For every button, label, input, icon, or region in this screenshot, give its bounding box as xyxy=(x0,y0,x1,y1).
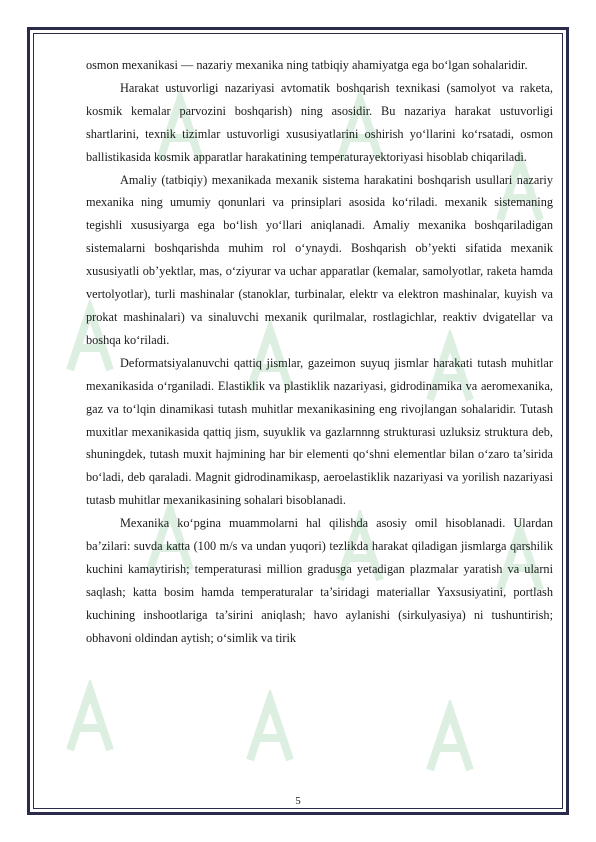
paragraph: Amaliy (tatbiqiy) mexanikada mexanik sistema harakatini boshqarish usullari nazariy mexanika ning umumiy qonunlari va prinsiplari asosida ko‘riladi. mexanik sistemaning tegishli xususiyarga ega bo‘lish yo‘llari aniqlanadi. Amaliy mexanika boshqariladigan sistemalarni boshqarishda muhim rol o‘ynaydi. Boshqarish ob’yekti sifatida mexanik xususiyatli ob’yektlar, mas, o‘ziyurar va uchar apparatlar (kemalar, samolyotlar, raketa hamda vertolyotlar), turli mashinalar (stanoklar, turbinalar, elektr va elektron mashinalar, kuyish va prokat mashinalari) va sinaluvchi mexanik qurilmalar, rostlagichlar, reaktiv dvigatellar va boshqa ko‘riladi. xyxy=(86,172,553,347)
page-number: 5 xyxy=(295,795,301,807)
paragraph: osmon mexanikasi — nazariy mexanika ning tatbiqiy ahamiyatga ega bo‘lgan sohalaridir. xyxy=(86,58,528,72)
paragraph: Deformatsiyalanuvchi qattiq jismlar, gazeimon suyuq jismlar harakati tutash muhitlar mexanikasida o‘rganiladi. Elastiklik va plastiklik nazariyasi, gidrodinamika va aeromexanika, gaz va to‘lqin dinamikasi tutash muhitlar mexanikasining eng rivojlangan sohalaridir. Tutash muxitlar mexanikasida qattiq jism, suyuklik va gazlarnnng strukturasi uzluksiz struktura deb, shuningdek, tutash muxit hajmining har bir elementi qo‘shni elementlar bilan o‘zaro ta’sirida bo‘ladi, deb qaraladi. Magnit gidrodinamikasp, aeroelastiklik nazariyasi va yorilish nazariyasi tutasb muhitlar mexanikasining sohalari bisoblanadi. xyxy=(86,355,553,508)
paragraph: Harakat ustuvorligi nazariyasi avtomatik boshqarish texnikasi (samolyot va raketa, kosmik kemalar parvozini boshqarish) ning asosidir. Bu nazariya harakat ustuvorligi shartlarini, texnik tizimlar ustuvorligi xususiyatlarini oshirish yo‘llarini ko‘rsatadi, osmon ballistikasida kosmik apparatlar harakatining temperaturayektoriyasi hisoblab chiqariladi. xyxy=(86,80,553,164)
page-body xyxy=(86,54,553,650)
paragraph: Mexanika ko‘pgina muammolarni hal qilishda asosiy omil hisoblanadi. Ulardan ba’zilari: suvda katta (100 m/s va undan yuqori) tezlikda harakat qiladigan jismlarga qarshilik kuchini kamaytirish; temperaturasi million gradusga yetadigan plazmalar yaratish va ularni saqlash; katta bosim hamda temperaturalar ta’siridagi materiallar Yaxsusiyatini, portlash kuchining inshootlariga ta’sirini aniqlash; havo aylanishi (sirkulyasiya) ni tushuntirish; obhavoni oldindan aytish; o‘simlik va tirik xyxy=(86,516,553,645)
